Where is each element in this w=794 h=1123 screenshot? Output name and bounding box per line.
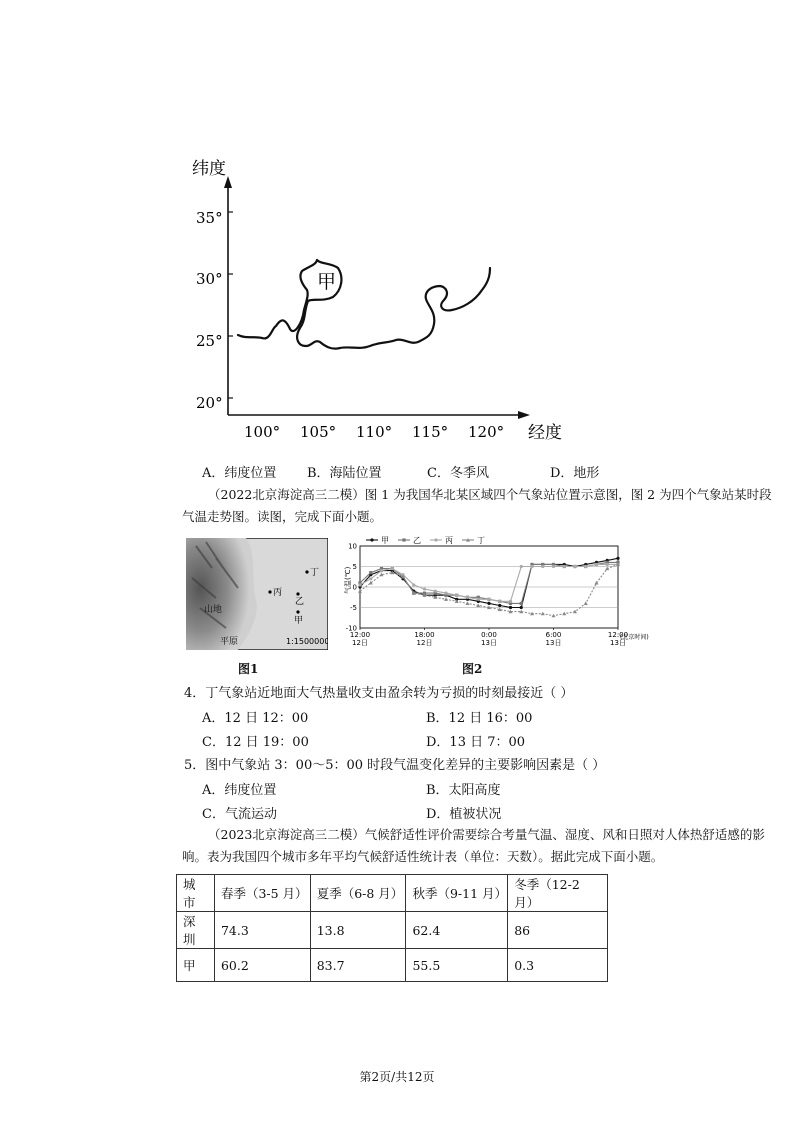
station-jia-label: 甲 <box>294 616 304 626</box>
legend-label: 乙 <box>413 536 421 545</box>
x-tick-label: 18:00 <box>414 631 435 639</box>
table-cell: 55.5 <box>406 949 508 982</box>
table-cell: 甲 <box>177 949 215 982</box>
data-point <box>487 602 490 605</box>
intro-line: 气温走势图。读图，完成下面小题。 <box>182 509 383 524</box>
table-cell: 83.7 <box>310 949 406 982</box>
plain-label: 平原 <box>220 637 239 647</box>
prev-question-options <box>202 462 662 482</box>
y-tick-label: 20° <box>196 394 223 412</box>
x-tick-day-label: 12日 <box>352 639 368 647</box>
page-footer: 第2页/共12页 <box>359 1070 435 1084</box>
option-a: A．纬度位置 <box>202 783 277 798</box>
y-tick-label: 0 <box>352 583 357 592</box>
question-stem: 5．图中气象站 3：00～5：00 时段气温变化差异的主要影响因素是（ ） <box>184 758 606 773</box>
x-tick-day-label: 13日 <box>481 639 497 647</box>
x-tick-day-label: 13日 <box>545 639 562 647</box>
data-point <box>552 614 556 618</box>
option-b: B．海陆位置 <box>307 466 382 481</box>
y-axis-label: 纬度 <box>192 159 226 179</box>
data-point <box>520 565 523 568</box>
station-bing-dot <box>268 590 271 593</box>
question-stem: 4．丁气象站近地面大气热量收支由盈余转为亏损的时刻最接近（ ） <box>184 686 574 701</box>
table-cell: 74.3 <box>214 912 310 949</box>
place-label-jia: 甲 <box>317 271 337 293</box>
x-tick-label: 0:00 <box>481 631 497 639</box>
table-row <box>177 949 608 982</box>
data-point <box>455 594 458 597</box>
data-point <box>595 563 598 566</box>
data-point <box>552 565 555 568</box>
option-a: A．纬度位置 <box>202 466 277 481</box>
x-tick-day-label: 12日 <box>416 639 433 647</box>
option-a: A．12 日 12：00 <box>202 711 309 726</box>
table-row <box>177 912 608 949</box>
station-ding-dot <box>305 570 308 573</box>
option-c: C．冬季风 <box>427 466 489 481</box>
data-point <box>541 565 544 568</box>
mountain-shading <box>186 538 257 650</box>
data-point <box>498 604 501 607</box>
legend-label: 丁 <box>477 536 485 545</box>
figure-1-caption: 图1 <box>238 662 259 676</box>
legend-label: 甲 <box>381 536 389 545</box>
y-tick-label: 30° <box>196 270 223 288</box>
data-point <box>434 590 437 593</box>
x-tick-label: 110° <box>356 423 393 441</box>
option-b: B．12 日 16：00 <box>426 711 533 726</box>
table-cell: 86 <box>508 912 608 949</box>
table-cell: 62.4 <box>406 912 508 949</box>
option-c: C．气流运动 <box>202 807 277 822</box>
data-point <box>369 571 372 574</box>
intro-line: 响。表为我国四个城市多年平均气候舒适性统计表（单位：天数）。据此完成下面小题。 <box>182 849 664 864</box>
x-tick-label: 100° <box>244 423 281 441</box>
x-tick-label: 6:00 <box>545 631 562 639</box>
y-tick-label: 5 <box>352 563 357 571</box>
data-point <box>358 583 361 586</box>
data-point <box>412 583 415 586</box>
data-point <box>520 602 523 605</box>
intro-line: （2023北京海淀高三二模）气候舒适性评价需要综合考量气温、湿度、风和日照对人体热舒适感的影 <box>208 827 765 842</box>
data-point <box>616 557 619 560</box>
figure-2-temperature-chart <box>336 534 676 658</box>
data-point <box>380 569 383 572</box>
data-point <box>606 563 609 566</box>
y-tick-label: -5 <box>350 604 357 612</box>
data-point <box>487 598 490 601</box>
station-ding-label: 丁 <box>310 568 320 578</box>
legend-marker <box>434 538 437 541</box>
data-point <box>391 567 394 570</box>
data-point <box>466 601 470 605</box>
y-tick-label: 10 <box>348 542 357 551</box>
series-2 <box>358 563 619 603</box>
latlon-map-figure <box>180 150 580 450</box>
data-point <box>595 581 599 585</box>
data-point <box>520 606 523 609</box>
x-tick-day-label: 13日 <box>610 639 626 647</box>
x-axis-note: (北京时间) <box>620 634 649 641</box>
station-bing-label: 丙 <box>273 588 283 598</box>
data-point <box>509 606 512 609</box>
data-point <box>573 565 576 568</box>
table-header-row <box>177 875 608 912</box>
x-axis-label: 经度 <box>528 423 562 443</box>
intro-paragraph-2023 <box>182 824 765 868</box>
option-d: D．13 日 7：00 <box>426 735 526 750</box>
data-point <box>444 592 447 595</box>
data-point <box>584 601 588 605</box>
option-b: B．太阳高度 <box>426 783 501 798</box>
table-header-cell: 冬季（12-2 月） <box>508 875 608 912</box>
series-line <box>360 564 618 601</box>
table-header-cell: 城市 <box>177 875 215 912</box>
climate-comfort-table <box>176 874 608 982</box>
data-point <box>369 577 372 580</box>
x-tick-label: 115° <box>412 423 449 441</box>
intro-line: （2022北京海淀高三二模）图 1 为我国华北某区域四个气象站位置示意图，图 2 为四个气象站某时段 <box>208 487 772 502</box>
x-axis-arrow-icon <box>518 411 530 419</box>
table-header-cell: 春季（3-5 月） <box>214 875 310 912</box>
figure-1-station-map <box>186 538 328 650</box>
x-tick-label: 120° <box>468 423 505 441</box>
data-point <box>423 587 426 590</box>
data-point <box>466 596 469 599</box>
table-cell: 13.8 <box>310 912 406 949</box>
question-5 <box>184 754 624 827</box>
y-tick-label: 35° <box>196 209 223 227</box>
series-0 <box>358 557 619 609</box>
option-c: C．12 日 19：00 <box>202 735 309 750</box>
station-yi-label: 乙 <box>295 597 305 607</box>
y-tick-label: -10 <box>345 624 357 633</box>
table-header-cell: 夏季（6-8 月） <box>310 875 406 912</box>
scale-label: 1:1500000 <box>286 637 328 646</box>
figure-2-caption: 图2 <box>462 662 483 676</box>
intro-paragraph-2022 <box>182 484 772 528</box>
x-tick-label: 12:00 <box>349 631 371 639</box>
table-header-cell: 秋季（9-11 月） <box>406 875 508 912</box>
data-point <box>584 565 587 568</box>
question-4 <box>184 682 624 755</box>
table-cell: 60.2 <box>214 949 310 982</box>
legend-marker <box>370 538 373 541</box>
data-point <box>498 600 501 603</box>
river-line <box>238 260 490 349</box>
series-3 <box>358 562 620 617</box>
station-yi-dot <box>296 592 299 595</box>
table-cell: 0.3 <box>508 949 608 982</box>
option-d: D．地形 <box>550 466 600 481</box>
x-tick-label: 12:00 <box>607 631 629 639</box>
legend-label: 丙 <box>445 536 453 545</box>
option-d: D．植被状况 <box>426 807 502 822</box>
data-point <box>530 565 533 568</box>
mountain-label: 山地 <box>204 605 223 615</box>
x-tick-label: 105° <box>300 423 337 441</box>
y-tick-label: 25° <box>196 332 223 350</box>
series-line <box>360 562 618 603</box>
table-cell: 深圳 <box>177 912 215 949</box>
station-jia-dot <box>296 610 299 613</box>
y-axis-label: 气温(℃) <box>344 566 352 594</box>
data-point <box>477 598 480 601</box>
data-point <box>563 565 566 568</box>
data-point <box>509 600 512 603</box>
legend-marker <box>402 538 405 541</box>
